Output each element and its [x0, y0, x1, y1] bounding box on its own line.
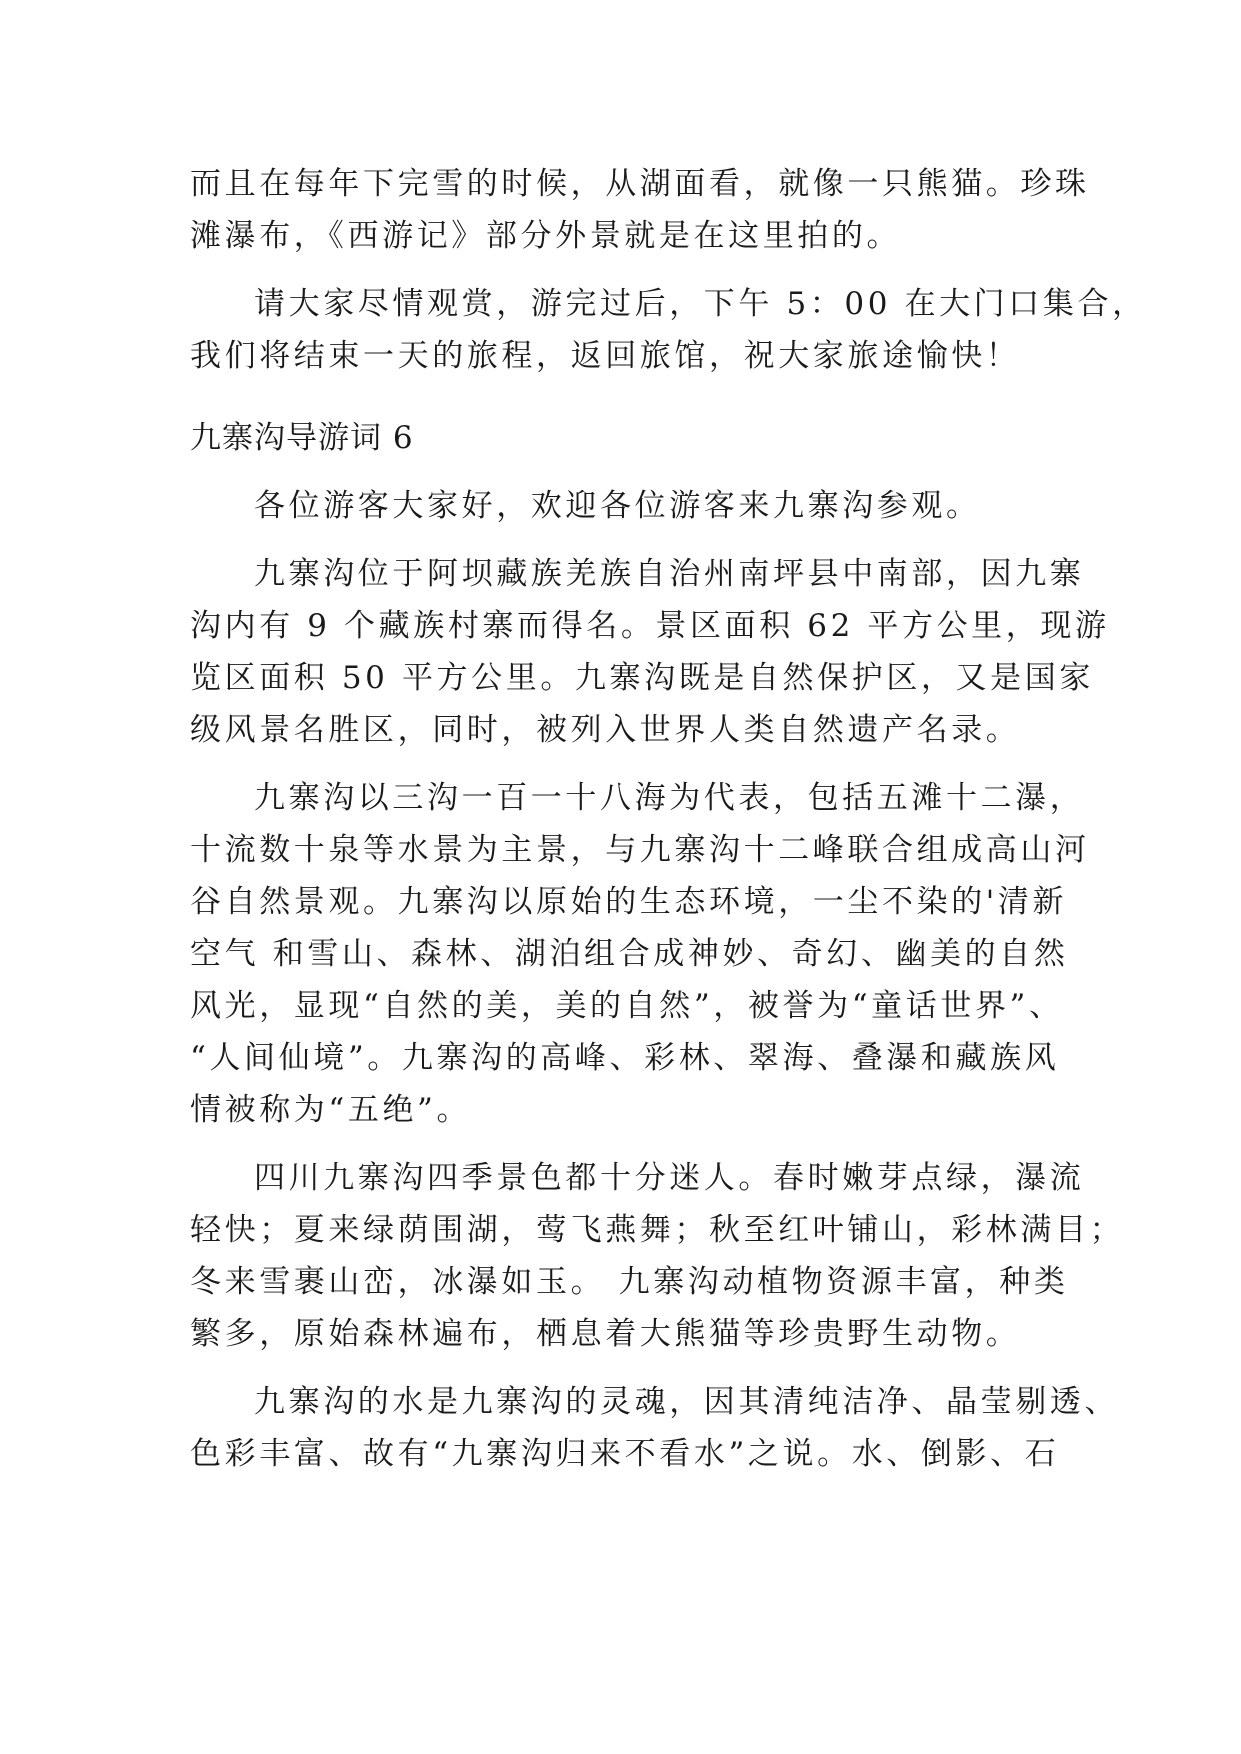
text-line: 繁多，原始森林遍布，栖息着大熊猫等珍贵野生动物。: [190, 1316, 1021, 1352]
paragraph-gap: [190, 1136, 1050, 1152]
text-line: 九寨沟以三沟一百一十八海为代表，包括五滩十二瀑，: [254, 780, 1085, 816]
text-line: 轻快；夏来绿荫围湖，莺飞燕舞；秋至红叶铺山，彩林满目；: [190, 1212, 1125, 1248]
text-line: 四川九寨沟四季景色都十分迷人。春时嫩芽点绿，瀑流: [254, 1160, 1085, 1196]
text-line: 九寨沟的水是九寨沟的灵魂，因其清纯洁净、晶莹剔透、: [254, 1384, 1119, 1420]
text-line: 览区面积 50 平方公里。九寨沟既是自然保护区，又是国家: [190, 660, 1094, 696]
text-line: 十流数十泉等水景为主景，与九寨沟十二峰联合组成高山河: [190, 832, 1090, 868]
text-line: 沟内有 9 个藏族村寨而得名。景区面积 62 平方公里，现游: [190, 608, 1110, 644]
text-line: 请大家尽情观赏，游完过后，下午 5：00 在大门口集合，: [254, 286, 1147, 322]
paragraph-gap: [190, 1360, 1050, 1376]
section-heading: 九寨沟导游词 6: [190, 420, 414, 456]
paragraph-gap: [190, 532, 1050, 548]
text-line: 九寨沟位于阿坝藏族羌族自治州南坪县中南部，因九寨: [254, 556, 1085, 592]
text-line: 而且在每年下完雪的时候，从湖面看，就像一只熊猫。珍珠: [190, 166, 1090, 202]
paragraph-gap: [190, 262, 1050, 278]
text-line: 级风景名胜区，同时，被列入世界人类自然遗产名录。: [190, 712, 1021, 748]
text-line: 色彩丰富、故有“九寨沟归来不看水”之说。水、倒影、石: [190, 1436, 1060, 1472]
paragraph-gap: [190, 756, 1050, 772]
text-line: 滩瀑布，《西游记》部分外景就是在这里拍的。: [190, 218, 902, 254]
paragraph-gap: [190, 464, 1050, 480]
text-line: 空气 和雪山、森林、湖泊组合成神妙、奇幻、幽美的自然: [190, 936, 1069, 972]
text-line: 谷自然景观。九寨沟以原始的生态环境，一尘不染的'清新: [190, 884, 1068, 920]
document-page: [190, 158, 1147, 1480]
text-line: 冬来雪裹山峦，冰瀑如玉。 九寨沟动植物资源丰富，种类: [190, 1264, 1069, 1300]
text-line: “人间仙境”。九寨沟的高峰、彩林、翠海、叠瀑和藏族风: [190, 1040, 1060, 1076]
text-line: 各位游客大家好，欢迎各位游客来九寨沟参观。: [254, 488, 981, 524]
text-line: 我们将结束一天的旅程，返回旅馆，祝大家旅途愉快！: [190, 338, 1021, 374]
text-line: 风光，显现“自然的美，美的自然”，被誉为“童话世界”、: [190, 988, 1064, 1024]
text-line: 情被称为“五绝”。: [190, 1092, 472, 1128]
section-gap: [190, 382, 1050, 412]
